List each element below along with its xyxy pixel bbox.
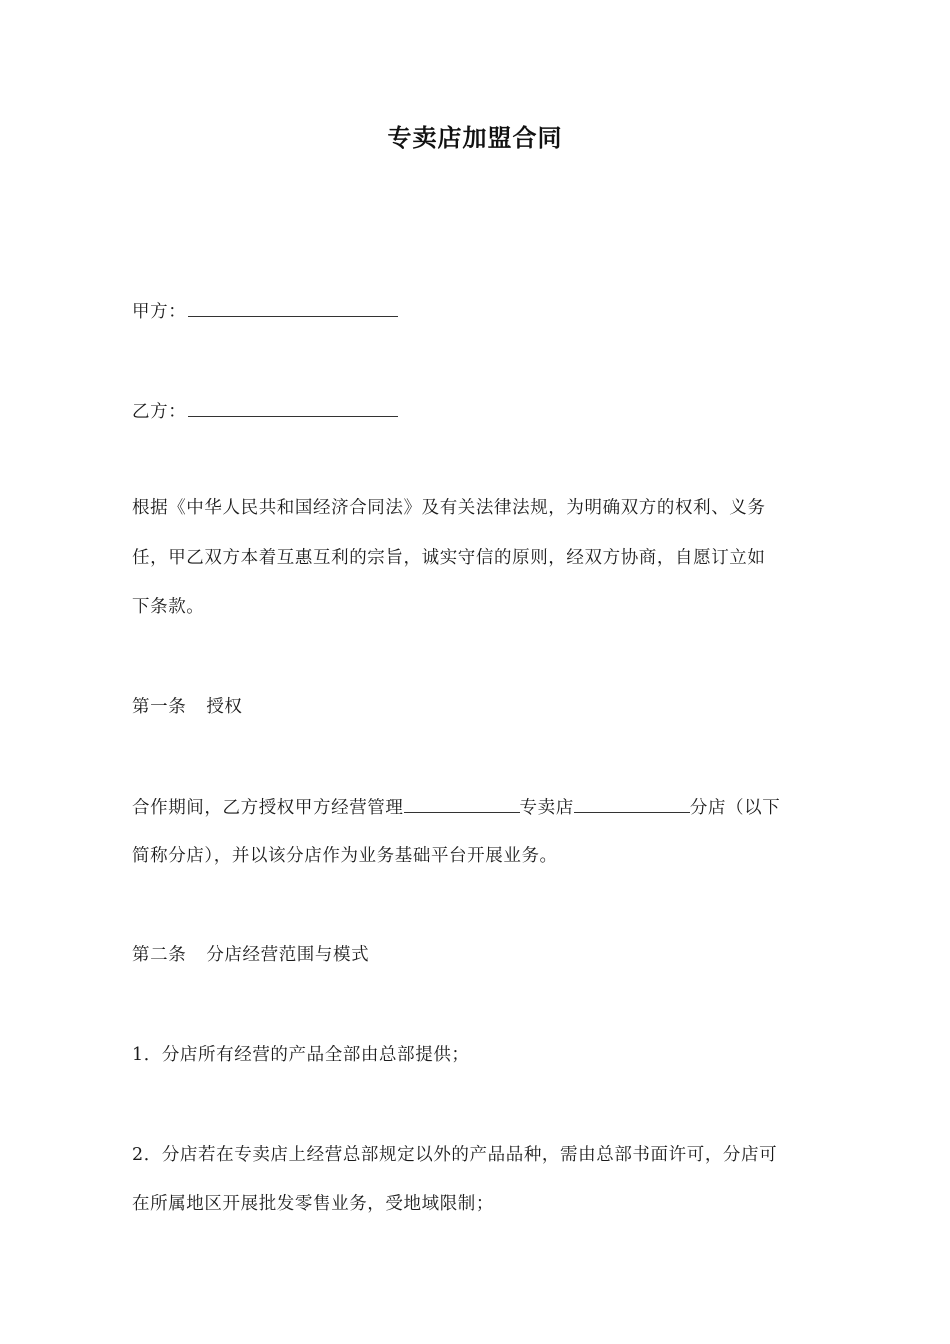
article-2-item-2-line-2: 在所属地区开展批发零售业务，受地域限制；: [132, 1194, 494, 1214]
article-2-item-1: 1．分店所有经营的产品全部由总部提供；: [132, 1045, 470, 1065]
article-2-heading: [132, 943, 822, 967]
party-b-blank[interactable]: [188, 398, 398, 417]
article-2-number: 第二条: [132, 945, 187, 965]
party-b-label: 乙方：: [132, 402, 187, 422]
branch-name-blank[interactable]: [574, 794, 690, 813]
party-b-line: [132, 398, 822, 424]
article-1-heading: [132, 695, 822, 719]
party-a-blank[interactable]: [188, 298, 398, 317]
party-a-line: [132, 298, 822, 324]
article-1-number: 第一条: [132, 697, 187, 717]
article-1-body-line-2: 简称分店），并以该分店作为业务基础平台开展业务。: [132, 846, 558, 866]
article-1-body-part-1: 合作期间，乙方授权甲方经营管理: [132, 798, 404, 818]
article-2-item-2-line-1: 2．分店若在专卖店上经营总部规定以外的产品品种，需由总部书面许可，分店可: [132, 1145, 778, 1165]
article-1-body-part-3: 分店（以下: [689, 798, 781, 818]
preamble-line-3: 下条款。: [132, 597, 205, 617]
article-1-body-line-1: [132, 794, 822, 820]
article-2-title: 分店经营范围与模式: [206, 945, 370, 965]
article-1-title: 授权: [206, 697, 243, 717]
preamble-line-1: 根据《中华人民共和国经济合同法》及有关法律法规，为明确双方的权利、义务: [132, 498, 766, 518]
preamble-line-2: 任，甲乙双方本着互惠互利的宗旨，诚实守信的原则，经双方协商，自愿订立如: [132, 548, 766, 568]
store-name-blank[interactable]: [404, 794, 520, 813]
document-title: 专卖店加盟合同: [387, 124, 563, 152]
party-a-label: 甲方：: [132, 302, 187, 322]
article-1-body-part-2: 专卖店: [519, 798, 574, 818]
